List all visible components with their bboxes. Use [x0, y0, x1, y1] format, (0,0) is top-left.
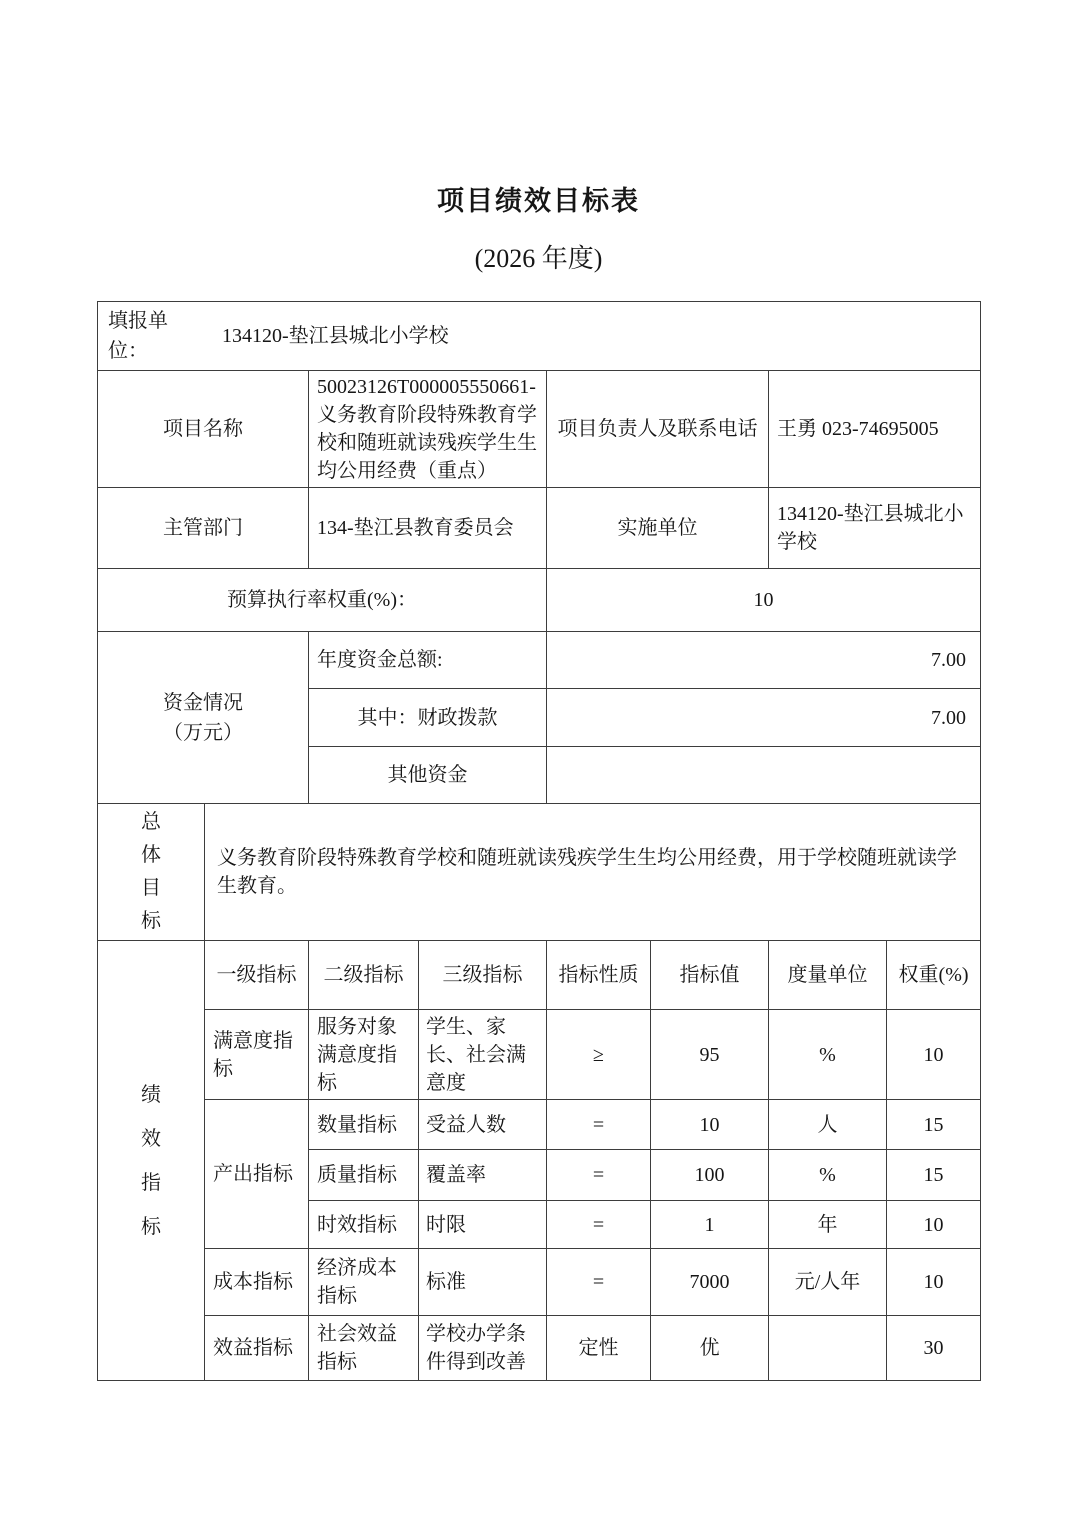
fund-fiscal-label: 其中：财政拨款: [309, 689, 547, 747]
indicator-unit: %: [769, 1150, 887, 1201]
page-subtitle: (2026 年度): [474, 244, 603, 273]
department-row: [98, 488, 981, 569]
performance-target-table: [97, 301, 981, 1381]
indicator-row: [98, 1010, 981, 1100]
indicator-unit: [769, 1316, 887, 1381]
indicator-nature: =: [547, 1201, 651, 1249]
indicator-level2: 数量指标: [309, 1100, 419, 1150]
report-unit-label: 填报单位：: [108, 310, 168, 362]
performance-section-label: 绩效指标: [141, 1083, 161, 1238]
indicator-nature: =: [547, 1249, 651, 1316]
funds-section-label: [98, 632, 309, 804]
fund-fiscal-value: 7.00: [547, 689, 981, 747]
project-name-row: [98, 371, 981, 488]
report-unit-cell: [98, 302, 981, 371]
indicator-level3: 标准: [419, 1249, 547, 1316]
indicator-weight: 15: [887, 1150, 981, 1201]
indicator-value: 100: [651, 1150, 769, 1201]
indicator-level3: 学生、家长、社会满意度: [419, 1010, 547, 1100]
report-unit-row: [98, 302, 981, 371]
indicator-row: [98, 1316, 981, 1381]
fund-other-value: [547, 747, 981, 804]
impl-unit-label: 实施单位: [547, 488, 769, 569]
header-weight: 权重(%): [887, 941, 981, 1010]
project-leader-value: 王勇 023-74695005: [769, 371, 981, 488]
budget-rate-label: 预算执行率权重(%)：: [98, 569, 547, 632]
indicator-nature: =: [547, 1150, 651, 1201]
funds-row-total: [98, 632, 981, 689]
indicator-level1: 满意度指标: [205, 1010, 309, 1100]
header-nature: 指标性质: [547, 941, 651, 1010]
indicator-row: [98, 1249, 981, 1316]
indicator-level2: 服务对象满意度指标: [309, 1010, 419, 1100]
department-label: 主管部门: [98, 488, 309, 569]
budget-rate-value: 10: [547, 569, 981, 632]
indicator-level1: 效益指标: [205, 1316, 309, 1381]
indicator-unit: %: [769, 1010, 887, 1100]
indicator-level2: 经济成本指标: [309, 1249, 419, 1316]
indicator-level1: 产出指标: [205, 1100, 309, 1249]
fund-other-label: 其他资金: [309, 747, 547, 804]
overall-goal-label-cell: [98, 804, 205, 941]
indicator-level3: 覆盖率: [419, 1150, 547, 1201]
header-value: 指标值: [651, 941, 769, 1010]
indicator-unit: 人: [769, 1100, 887, 1150]
project-name-value: 50023126T000005550661-义务教育阶段特殊教育学校和随班就读残疾学生生均公用经费（重点）: [309, 371, 547, 488]
header-level1: 一级指标: [205, 941, 309, 1010]
indicator-level1: 成本指标: [205, 1249, 309, 1316]
performance-section-cell: [98, 941, 205, 1381]
indicator-weight: 30: [887, 1316, 981, 1381]
funds-label-line2: （万元）: [163, 721, 243, 744]
indicator-value: 10: [651, 1100, 769, 1150]
indicator-nature: =: [547, 1100, 651, 1150]
overall-goal-row: [98, 804, 981, 941]
indicator-nature: 定性: [547, 1316, 651, 1381]
header-level2: 二级指标: [309, 941, 419, 1010]
indicator-weight: 10: [887, 1010, 981, 1100]
indicator-level2: 时效指标: [309, 1201, 419, 1249]
department-value: 134-垫江县教育委员会: [309, 488, 547, 569]
funds-label-line1: 资金情况: [163, 691, 243, 714]
indicator-level2: 社会效益指标: [309, 1316, 419, 1381]
indicator-level2: 质量指标: [309, 1150, 419, 1201]
indicator-value: 7000: [651, 1249, 769, 1316]
indicator-row: [98, 1100, 981, 1150]
indicator-level3: 时限: [419, 1201, 547, 1249]
report-unit-value: 134120-垫江县城北小学校: [222, 325, 449, 347]
indicator-value: 1: [651, 1201, 769, 1249]
impl-unit-value: 134120-垫江县城北小学校: [769, 488, 981, 569]
indicator-value: 95: [651, 1010, 769, 1100]
budget-rate-row: [98, 569, 981, 632]
indicator-weight: 10: [887, 1249, 981, 1316]
overall-goal-text: 义务教育阶段特殊教育学校和随班就读残疾学生生均公用经费，用于学校随班就读学生教育。: [205, 804, 981, 941]
fund-total-value: 7.00: [547, 632, 981, 689]
indicator-nature: ≥: [547, 1010, 651, 1100]
indicator-unit: 元/人年: [769, 1249, 887, 1316]
header-unit: 度量单位: [769, 941, 887, 1010]
overall-goal-label: 总体目标: [141, 811, 161, 932]
project-name-label: 项目名称: [98, 371, 309, 488]
indicator-level3: 学校办学条件得到改善: [419, 1316, 547, 1381]
indicator-value: 优: [651, 1316, 769, 1381]
page-title: 项目绩效目标表: [437, 186, 640, 216]
project-leader-label: 项目负责人及联系电话: [547, 371, 769, 488]
indicator-level3: 受益人数: [419, 1100, 547, 1150]
indicator-header-row: [98, 941, 981, 1010]
indicator-weight: 15: [887, 1100, 981, 1150]
fund-total-label: 年度资金总额:: [309, 632, 547, 689]
indicator-weight: 10: [887, 1201, 981, 1249]
indicator-unit: 年: [769, 1201, 887, 1249]
header-level3: 三级指标: [419, 941, 547, 1010]
